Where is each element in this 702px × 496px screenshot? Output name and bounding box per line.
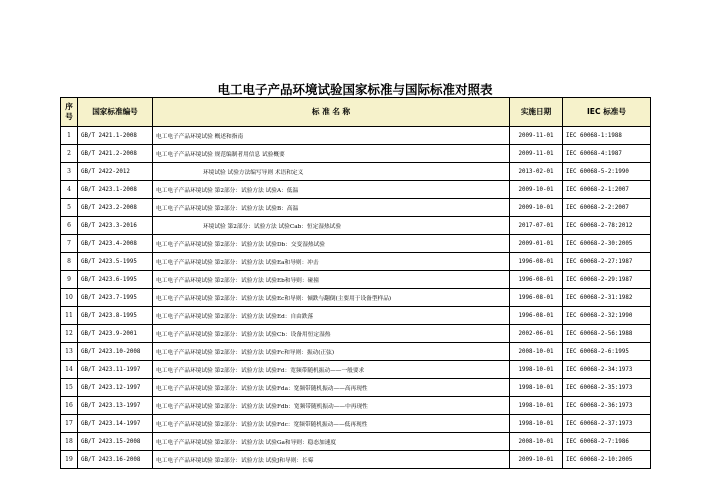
standard-name: 电工电子产品环境试验 第2部分：试验方法 试验Ea和导则：冲击 xyxy=(153,253,510,271)
standard-number: GB/T 2421.2-2008 xyxy=(78,145,153,163)
header-iec-number: IEC 标准号 xyxy=(563,98,651,127)
standard-number: GB/T 2423.8-1995 xyxy=(78,307,153,325)
iec-number: IEC 60068-4:1987 xyxy=(563,145,651,163)
table-row xyxy=(61,307,651,325)
iec-number: IEC 60068-2-32:1990 xyxy=(563,307,651,325)
standard-number: GB/T 2423.5-1995 xyxy=(78,253,153,271)
row-number: 6 xyxy=(61,217,78,235)
row-number: 9 xyxy=(61,271,78,289)
header-no xyxy=(61,98,78,127)
header-standard-number: 国家标准编号 xyxy=(78,98,153,127)
implementation-date: 2009-10-01 xyxy=(510,199,563,217)
implementation-date: 2002-06-01 xyxy=(510,325,563,343)
standard-number: GB/T 2423.10-2008 xyxy=(78,343,153,361)
standard-name: 环境试验 第2部分：试验方法 试验Cab：恒定湿热试验 xyxy=(153,217,510,235)
standard-name: 电工电子产品环境试验 第2部分：试验方法 试验Db：交变湿热试验 xyxy=(153,235,510,253)
standard-name: 电工电子产品环境试验 第2部分：试验方法 试验Fc和导则：振动(正弦) xyxy=(153,343,510,361)
implementation-date: 1996-08-01 xyxy=(510,307,563,325)
row-number: 10 xyxy=(61,289,78,307)
iec-number: IEC 60068-2-7:1986 xyxy=(563,433,651,451)
row-number: 17 xyxy=(61,415,78,433)
row-number: 7 xyxy=(61,235,78,253)
header-standard-name: 标 准 名 称 xyxy=(153,98,510,127)
row-number: 1 xyxy=(61,127,78,145)
implementation-date: 2009-10-01 xyxy=(510,181,563,199)
standard-name: 电工电子产品环境试验 第2部分：试验方法 试验Eb和导则：碰撞 xyxy=(153,271,510,289)
table-row xyxy=(61,379,651,397)
implementation-date: 1998-10-01 xyxy=(510,361,563,379)
standard-name: 电工电子产品环境试验 第2部分：试验方法 试验Ec和导则：倾跌与翻倒(主要用于设备型样品) xyxy=(153,289,510,307)
implementation-date: 2009-01-01 xyxy=(510,235,563,253)
row-number: 12 xyxy=(61,325,78,343)
standard-number: GB/T 2423.13-1997 xyxy=(78,397,153,415)
implementation-date: 1998-10-01 xyxy=(510,379,563,397)
implementation-date: 2013-02-01 xyxy=(510,163,563,181)
table-row xyxy=(61,343,651,361)
standard-name: 电工电子产品环境试验 第2部分：试验方法 试验Fdb：宽频带随机振动——中再现性 xyxy=(153,397,510,415)
standard-name: 电工电子产品环境试验 第2部分：试验方法 试验Ed：自由跌落 xyxy=(153,307,510,325)
table-row xyxy=(61,145,651,163)
row-number: 5 xyxy=(61,199,78,217)
standard-name: 环境试验 试验方法编写导则 术语和定义 xyxy=(153,163,510,181)
row-number: 11 xyxy=(61,307,78,325)
table-row xyxy=(61,271,651,289)
standard-name: 电工电子产品环境试验 概述和指南 xyxy=(153,127,510,145)
table-row xyxy=(61,163,651,181)
row-number: 19 xyxy=(61,451,78,469)
table-row xyxy=(61,235,651,253)
header-no-line1: 序 xyxy=(65,102,73,111)
header-implementation-date: 实施日期 xyxy=(510,98,563,127)
implementation-date: 2017-07-01 xyxy=(510,217,563,235)
table-row xyxy=(61,199,651,217)
implementation-date: 1996-08-01 xyxy=(510,253,563,271)
standard-number: GB/T 2423.16-2008 xyxy=(78,451,153,469)
standard-name: 电工电子产品环境试验 第2部分：试验方法 试验Fda：宽频带随机振动——高再现性 xyxy=(153,379,510,397)
table-row xyxy=(61,253,651,271)
row-number: 18 xyxy=(61,433,78,451)
table-row xyxy=(61,415,651,433)
row-number: 4 xyxy=(61,181,78,199)
standard-number: GB/T 2423.3-2016 xyxy=(78,217,153,235)
standard-number: GB/T 2423.11-1997 xyxy=(78,361,153,379)
table-row xyxy=(61,217,651,235)
row-number: 15 xyxy=(61,379,78,397)
implementation-date: 2008-10-01 xyxy=(510,343,563,361)
iec-number: IEC 60068-2-27:1987 xyxy=(563,253,651,271)
standard-number: GB/T 2421.1-2008 xyxy=(78,127,153,145)
row-number: 8 xyxy=(61,253,78,271)
implementation-date: 1996-08-01 xyxy=(510,289,563,307)
iec-number: IEC 60068-2-1:2007 xyxy=(563,181,651,199)
implementation-date: 1998-10-01 xyxy=(510,397,563,415)
table-row xyxy=(61,181,651,199)
iec-number: IEC 60068-2-30:2005 xyxy=(563,235,651,253)
standard-number: GB/T 2422-2012 xyxy=(78,163,153,181)
standard-number: GB/T 2423.9-2001 xyxy=(78,325,153,343)
row-number: 14 xyxy=(61,361,78,379)
standard-number: GB/T 2423.4-2008 xyxy=(78,235,153,253)
standards-table xyxy=(60,97,651,469)
iec-number: IEC 60068-2-34:1973 xyxy=(563,361,651,379)
standard-name: 电工电子产品环境试验 规范编制者用信息 试验概要 xyxy=(153,145,510,163)
row-number: 2 xyxy=(61,145,78,163)
row-number: 3 xyxy=(61,163,78,181)
standard-number: GB/T 2423.14-1997 xyxy=(78,415,153,433)
standard-number: GB/T 2423.2-2008 xyxy=(78,199,153,217)
implementation-date: 1998-10-01 xyxy=(510,415,563,433)
iec-number: IEC 60068-2-36:1973 xyxy=(563,397,651,415)
iec-number: IEC 60068-5-2:1990 xyxy=(563,163,651,181)
standard-name: 电工电子产品环境试验 第2部分：试验方法 试验Cb：设备用恒定湿热 xyxy=(153,325,510,343)
iec-number: IEC 60068-2-35:1973 xyxy=(563,379,651,397)
implementation-date: 1996-08-01 xyxy=(510,271,563,289)
standard-name: 电工电子产品环境试验 第2部分：试验方法 试验Fd：宽频带随机振动——一般要求 xyxy=(153,361,510,379)
table-row xyxy=(61,289,651,307)
iec-number: IEC 60068-2-37:1973 xyxy=(563,415,651,433)
table-row xyxy=(61,397,651,415)
standard-number: GB/T 2423.6-1995 xyxy=(78,271,153,289)
table-row xyxy=(61,361,651,379)
table-row xyxy=(61,127,651,145)
standard-name: 电工电子产品环境试验 第2部分：试验方法 试验Fdc：宽频带随机振动——低再现性 xyxy=(153,415,510,433)
table-row xyxy=(61,451,651,469)
table-row xyxy=(61,433,651,451)
iec-number: IEC 60068-2-2:2007 xyxy=(563,199,651,217)
standard-name: 电工电子产品环境试验 第2部分：试验方法 试验Ga和导则：稳态加速度 xyxy=(153,433,510,451)
implementation-date: 2008-10-01 xyxy=(510,433,563,451)
table-row xyxy=(61,325,651,343)
standard-name: 电工电子产品环境试验 第2部分：试验方法 试验B：高温 xyxy=(153,199,510,217)
row-number: 13 xyxy=(61,343,78,361)
standard-name: 电工电子产品环境试验 第2部分：试验方法 试验J和导则：长霉 xyxy=(153,451,510,469)
iec-number: IEC 60068-2-31:1982 xyxy=(563,289,651,307)
iec-number: IEC 60068-2-78:2012 xyxy=(563,217,651,235)
implementation-date: 2009-11-01 xyxy=(510,145,563,163)
standard-number: GB/T 2423.15-2008 xyxy=(78,433,153,451)
iec-number: IEC 60068-2-6:1995 xyxy=(563,343,651,361)
header-no-line2: 号 xyxy=(65,112,73,121)
document-title: 电工电子产品环境试验国家标准与国际标准对照表 xyxy=(217,82,493,97)
table-header-row xyxy=(61,98,651,127)
iec-number: IEC 60068-2-56:1988 xyxy=(563,325,651,343)
iec-number: IEC 60068-2-10:2005 xyxy=(563,451,651,469)
iec-number: IEC 60068-2-29:1987 xyxy=(563,271,651,289)
standard-number: GB/T 2423.12-1997 xyxy=(78,379,153,397)
iec-number: IEC 60068-1:1988 xyxy=(563,127,651,145)
implementation-date: 2009-11-01 xyxy=(510,127,563,145)
standard-number: GB/T 2423.1-2008 xyxy=(78,181,153,199)
standard-number: GB/T 2423.7-1995 xyxy=(78,289,153,307)
row-number: 16 xyxy=(61,397,78,415)
implementation-date: 2009-10-01 xyxy=(510,451,563,469)
standard-name: 电工电子产品环境试验 第2部分：试验方法 试验A：低温 xyxy=(153,181,510,199)
